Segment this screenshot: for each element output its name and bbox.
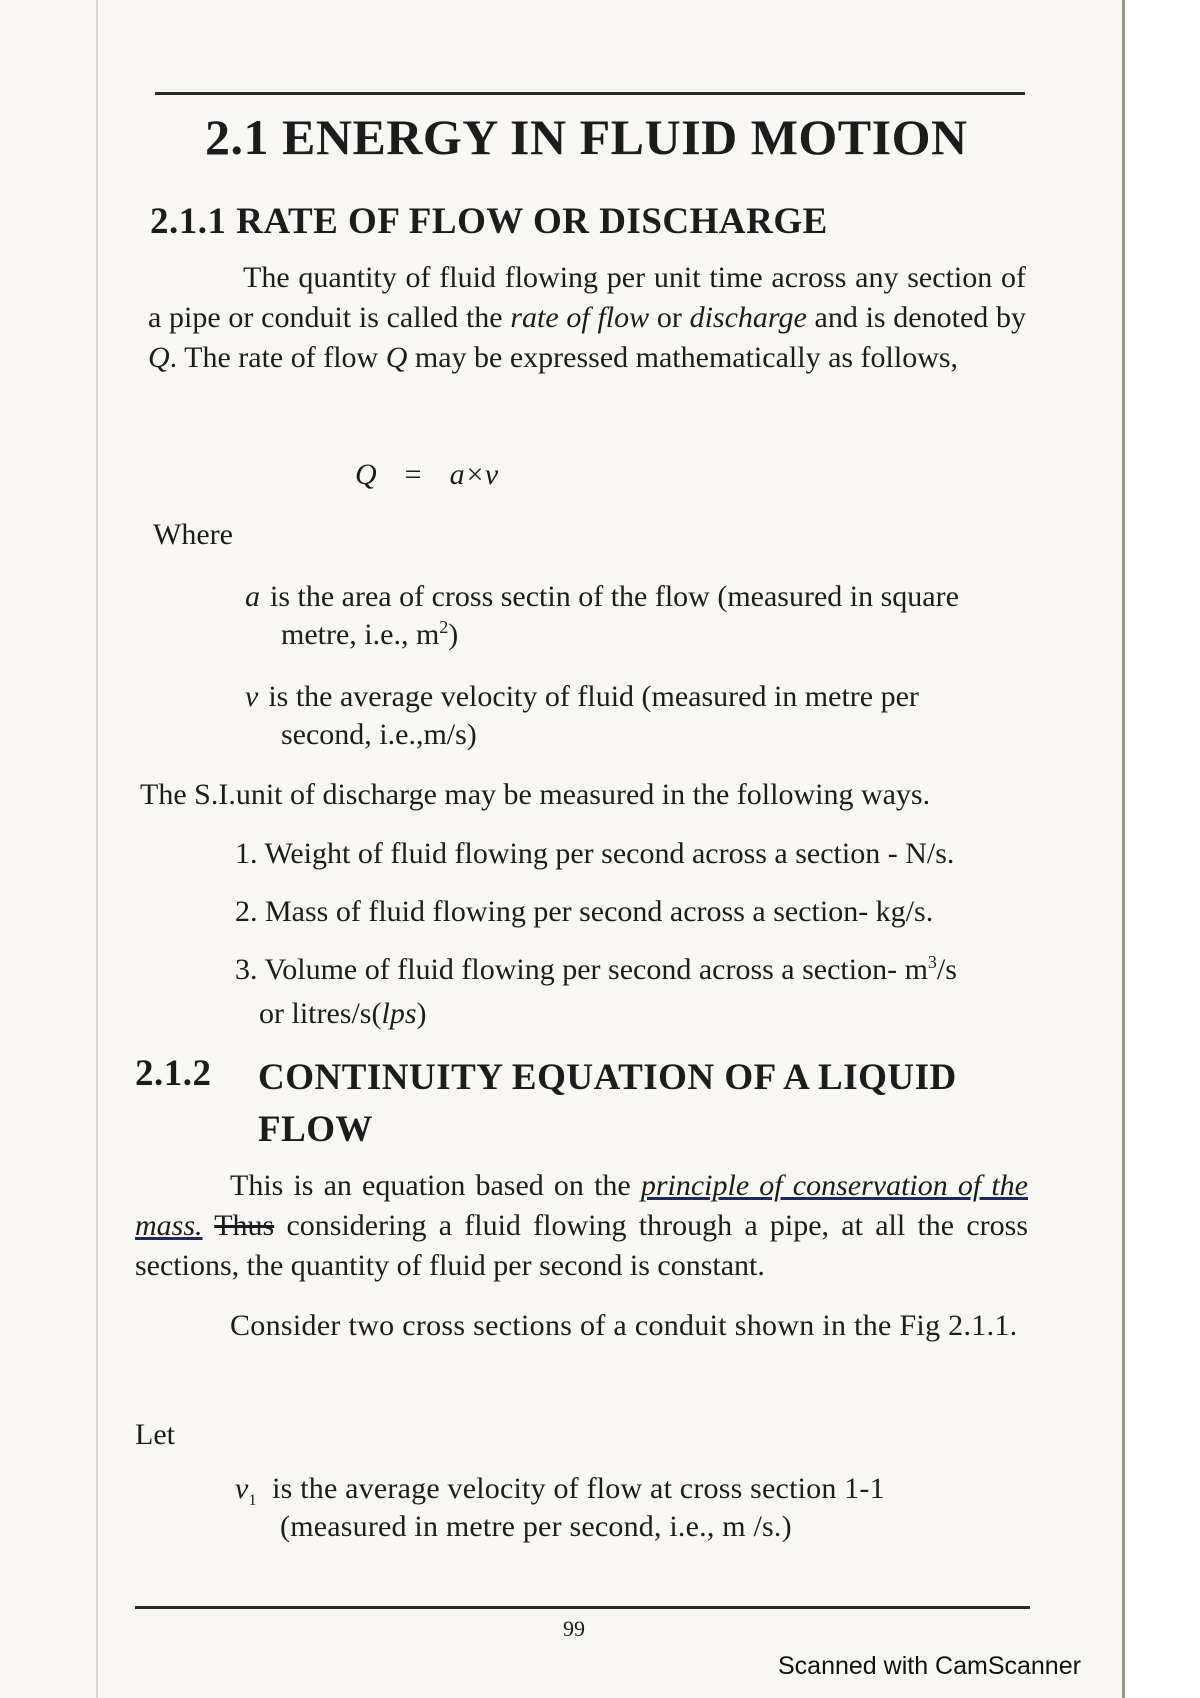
definition-velocity-1: $v_1$ is the average velocity of flow at cross section 1-1 (measured in metre per second, i.e., m /s.) [235,1472,885,1543]
underlined-principle: principle of conservation of the mass. [135,1169,1028,1242]
scanner-watermark: Scanned with CamScanner [778,1652,1081,1680]
term-discharge: discharge [689,301,807,334]
section-number-continuity: 2.1.2 [135,1053,212,1094]
definition-area: a is the area of cross sectin of the flow (measured in square metre, i.e., $m^2$) [245,580,959,651]
term-rate-of-flow: rate of flow [510,301,650,334]
let-label: Let [135,1418,175,1451]
paragraph-cross-sections: Consider two cross sections of a conduit shown in the Fig 2.1.1. [230,1309,1018,1342]
bottom-rule [135,1606,1030,1609]
definition-velocity: v is the average velocity of fluid (measured in metre per second, i.e.,m/s) [245,680,919,751]
chapter-title: 2.1 ENERGY IN FLUID MOTION [205,109,968,165]
paragraph-rate-of-flow: The quantity of fluid flowing per unit time across any section of a pipe or conduit is called the rate of flow or discharge and is denoted by Q. The rate of flow Q may be expressed mathematically as follows, [148,261,1027,374]
list-item: 1. Weight of fluid flowing per second across a section - N/s. [235,837,955,870]
page-edge-left [96,0,98,1698]
where-label: Where [153,518,233,551]
section-heading-continuity: CONTINUITY EQUATION OF A LIQUID FLOW [258,1057,957,1150]
paragraph-continuity: This is an equation based on the principle of conservation of the mass. Thus considering a fluid flowing through a pipe, at all the cross sections, the quantity of fluid per second is constant. [135,1169,1028,1282]
list-item: 2. Mass of fluid flowing per second across a section- kg/s. [235,895,934,928]
discharge-formula: Q = a×v [355,458,499,491]
struck-word: Thus [214,1209,275,1242]
top-rule [155,92,1025,95]
section-heading-rate-of-flow: 2.1.1 RATE OF FLOW OR DISCHARGE [150,201,828,242]
page-number: 99 [563,1616,585,1641]
scan-background [1125,0,1200,1698]
list-item: 3. Volume of fluid flowing per second across a section- $m^3/s$ or litres/s(lps) [235,952,957,1030]
si-unit-intro: The S.I.unit of discharge may be measured in the following ways. [140,778,931,811]
